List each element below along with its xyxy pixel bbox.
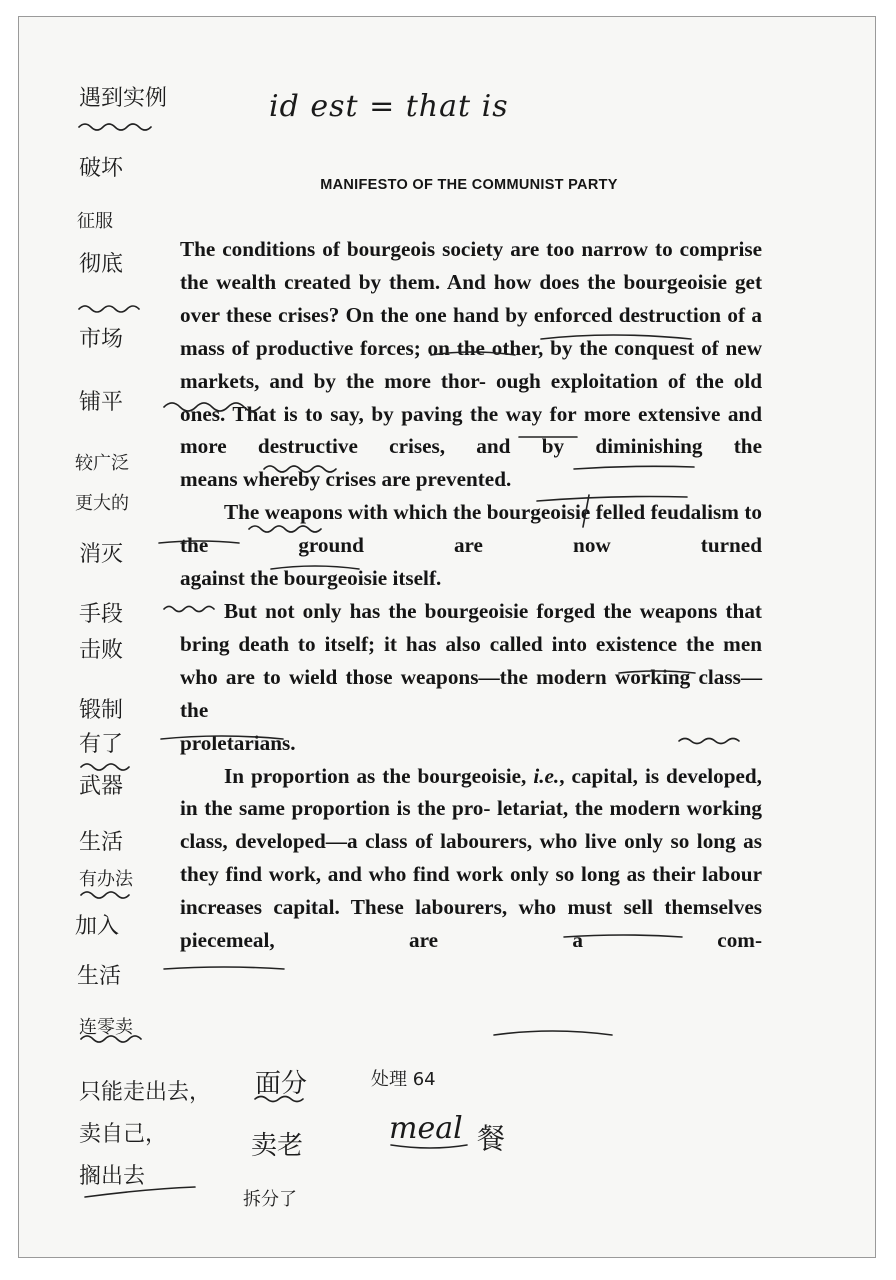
margin-note: 更大的 xyxy=(75,493,129,514)
margin-note: 征服 xyxy=(77,211,113,232)
underline-extensive xyxy=(574,466,694,469)
text-line: find work, and who find work only so long as xyxy=(225,862,646,887)
ie-abbrev: i.e. xyxy=(533,763,560,788)
squiggle-paving xyxy=(264,466,336,472)
text-line: , capital, xyxy=(559,763,638,788)
underline-forged xyxy=(619,671,695,673)
bottom-note: 只能走出去， xyxy=(79,1080,212,1105)
squiggle-felled xyxy=(164,607,214,612)
margin-note: 生活 xyxy=(79,830,124,855)
margin-note: 锻制 xyxy=(79,698,124,723)
handwritten-note-english: id est = that is xyxy=(269,89,509,124)
text-line: ough exploitation of the old ones. That is to xyxy=(180,368,762,426)
margin-note: 连零卖 xyxy=(79,1017,133,1038)
bottom-note: 卖自己， xyxy=(79,1122,168,1147)
margin-note: 彻底 xyxy=(79,252,124,277)
text-line: proletarians. xyxy=(180,730,296,755)
text-line: is developed, in the same proportion is the pro- xyxy=(180,763,762,821)
text-line: weapons that bring death to itself; it has also xyxy=(180,598,762,656)
bottom-note: 搁出去 xyxy=(79,1164,146,1189)
text-line: to comprise the wealth created by them. And xyxy=(180,237,762,294)
text-line: means whereby crises are prevented. xyxy=(180,467,512,492)
text-line: conquest of new markets, and by the more thor- xyxy=(180,335,762,393)
squiggle-bottom-mid xyxy=(255,1097,303,1102)
pen-marks xyxy=(19,17,875,1257)
underline-so-long xyxy=(564,935,682,937)
text-line: In proportion as the bourgeoisie, xyxy=(224,763,534,788)
squiggle-margin-4 xyxy=(81,892,129,898)
margin-note: 有了 xyxy=(79,732,124,757)
margin-note: 市场 xyxy=(79,327,124,352)
bottom-note: 处理 64 xyxy=(371,1069,436,1090)
bottom-note: 卖老 xyxy=(251,1131,304,1161)
underline-weapons xyxy=(271,566,359,569)
squiggle-whereby xyxy=(249,526,321,532)
underline-bottom-right xyxy=(391,1145,467,1148)
slash-mark xyxy=(583,495,589,527)
underline-called-into xyxy=(161,736,283,739)
bottom-note: 面分 xyxy=(255,1069,308,1099)
margin-note: 武器 xyxy=(79,774,124,799)
underline-piecemeal xyxy=(494,1031,612,1035)
margin-note: 有办法 xyxy=(79,869,133,890)
squiggle-margin-3 xyxy=(81,764,129,770)
margin-note: 遇到实例 xyxy=(79,86,168,111)
text-line: their labour increases capital. These labourers, xyxy=(180,862,762,920)
underline-find-work xyxy=(164,967,284,969)
squiggle-margin-5 xyxy=(81,1036,141,1042)
text-line: against the bourgeoisie itself. xyxy=(180,566,442,591)
text-line: those weapons—the modern working class—the xyxy=(180,664,763,722)
underline-destruction xyxy=(541,335,691,339)
margin-note: 较广泛 xyxy=(75,453,129,474)
text-line: letariat, the modern working class, developed—a xyxy=(180,796,762,854)
text-line: class of labourers, who live only so long as they xyxy=(180,829,763,887)
text-line: On the one hand by enforced destruction of a xyxy=(345,302,762,327)
underline-means xyxy=(159,541,239,543)
text-line: who must sell themselves piecemeal, are a com- xyxy=(180,895,762,953)
text-line: The weapons with which the bourgeoisie xyxy=(224,500,591,525)
squiggle-wield xyxy=(679,739,739,744)
margin-note: 破坏 xyxy=(79,156,124,181)
bottom-note-meal: meal xyxy=(389,1111,463,1146)
squiggle-margin-1 xyxy=(79,124,151,130)
underline-bottom-left xyxy=(85,1187,195,1197)
squiggle-margin-2 xyxy=(79,306,139,312)
underline-diminishing xyxy=(537,497,687,502)
margin-note: 铺平 xyxy=(79,390,124,415)
margin-note: 加入 xyxy=(75,914,120,939)
margin-note: 手段 xyxy=(79,602,124,627)
underline-enforced xyxy=(431,352,515,355)
margin-note: 生活 xyxy=(77,964,122,989)
squiggle-conquest xyxy=(164,403,260,411)
text-line: felled feudalism to the ground are now turned xyxy=(180,500,763,558)
text-line: more destructive crises, and by diminishing the xyxy=(180,434,762,459)
page-heading: MANIFESTO OF THE COMMUNIST PARTY xyxy=(320,177,618,193)
margin-note: 击败 xyxy=(79,638,124,663)
manuscript-page xyxy=(18,16,876,1258)
text-line: But not only has the bourgeoisie forged the xyxy=(224,598,632,623)
bottom-note: 拆分了 xyxy=(243,1189,297,1210)
text-line: say, by paving the way for more extensive and xyxy=(330,401,763,426)
text-line: mass of productive forces; on the other, by the xyxy=(180,335,608,360)
text-line: how does the bourgeoisie get over these crises? xyxy=(180,269,762,327)
margin-note: 消灭 xyxy=(79,542,124,567)
text-line: called into existence the men who are to wield xyxy=(180,631,763,689)
text-line: The conditions of bourgeois society are too narrow xyxy=(180,237,649,261)
bottom-note: 餐 xyxy=(477,1122,506,1155)
